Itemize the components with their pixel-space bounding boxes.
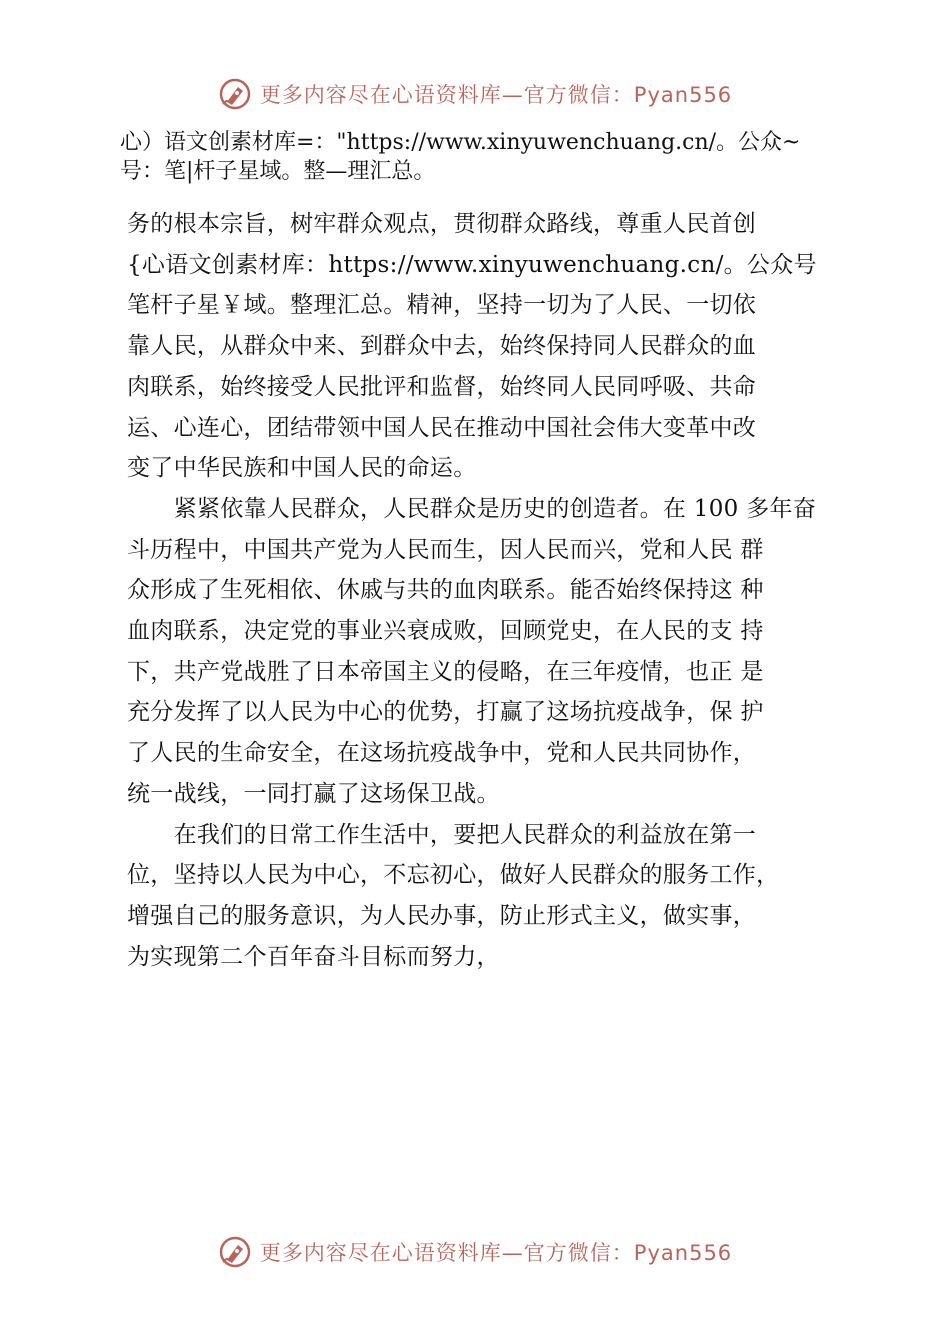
text-line: 肉联系，始终接受人民批评和监督，始终同人民同呼吸、共命 [127,373,757,400]
text-line: 血肉联系，决定党的事业兴衰成败，回顾党史，在人民的支 持 [127,618,764,645]
text-line: 务的根本宗旨，树牢群众观点，贯彻群众路线，尊重人民首创 [127,211,757,237]
paragraph-2 [127,489,867,815]
footer-banner [0,1232,950,1272]
pen-nib-logo-icon [218,77,252,111]
text-line: 统一战线，一同打赢了这场保卫战。 [127,780,500,807]
paragraph-1 [127,204,867,489]
text-line: 位，坚持以人民为中心，不忘初心，做好人民群众的服务工作， [127,862,780,889]
text-line: {心语文创素材库：https://www.xinyuwenchuang.cn/。公众号 [127,251,817,278]
header-banner [0,74,950,114]
document-body [127,204,867,977]
text-line: 为实现第二个百年奋斗目标而努力， [127,943,500,970]
text-line: 斗历程中，中国共产党为人民而生，因人民而兴，党和人民 群 [127,536,764,563]
text-line: 运、心连心，团结带领中国人民在推动中国社会伟大变革中改 [127,414,757,441]
header-banner-text: 更多内容尽在心语资料库—官方微信：Pyan556 [259,83,733,107]
pen-nib-logo-icon [218,1235,252,1269]
text-line: 充分发挥了以人民为中心的优势，打赢了这场抗疫战争，保 护 [127,699,764,726]
text-line: 在我们的日常工作生活中，要把人民群众的利益放在第一 [127,821,757,848]
text-line: 众形成了生死相依、休戚与共的血肉联系。能否始终保持这 种 [127,577,764,604]
text-line: 紧紧依靠人民群众，人民群众是历史的创造者。在 100 多年奋 [127,495,817,522]
text-line: 笔杆子星￥域。整理汇总。精神，坚持一切为了人民、一切依 [127,292,757,319]
watermark-line-2: 号：笔|杆子星域。整—理汇总。 [120,159,436,184]
footer-banner-text: 更多内容尽在心语资料库—官方微信：Pyan556 [259,1241,733,1265]
text-line: 增强自己的服务意识，为人民办事，防止形式主义，做实事， [127,902,757,929]
text-line: 靠人民，从群众中来、到群众中去，始终保持同人民群众的血 [127,333,757,360]
paragraph-3 [127,815,867,978]
text-line: 下，共产党战胜了日本帝国主义的侵略，在三年疫情，也正 是 [127,658,764,685]
watermark-line-1: 心）语文创素材库=："https://www.xinyuwenchuang.cn/。公众~ [120,130,801,155]
text-line: 了人民的生命安全，在这场抗疫战争中，党和人民共同协作， [127,740,757,767]
text-line: 变了中华民族和中国人民的命运。 [127,455,477,482]
